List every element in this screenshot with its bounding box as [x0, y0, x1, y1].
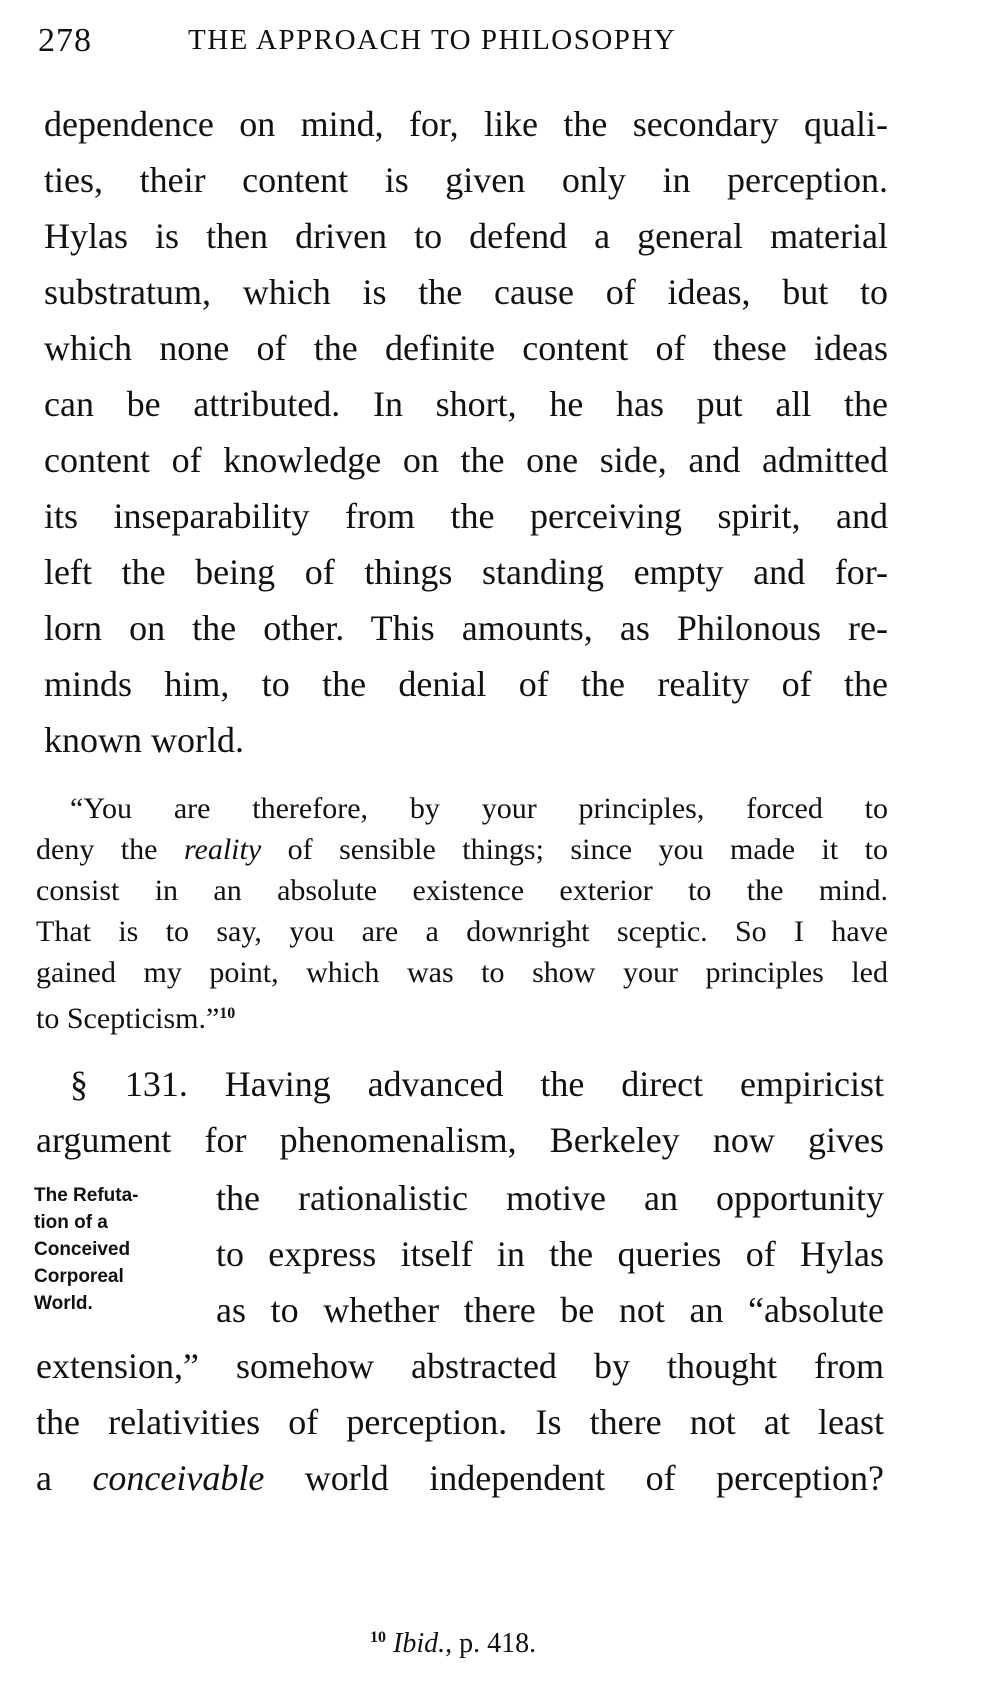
text-line: the rationalistic motive an opportunity [216, 1178, 884, 1218]
text-line: known world. [44, 720, 244, 760]
footnote-text: , p. 418. [445, 1628, 537, 1659]
text-line: ties, their content is given only in perception. [44, 160, 888, 200]
text-line: the relativities of perception. Is there not at least [36, 1402, 884, 1442]
quote-line: deny the reality of sensible things; since you made it to [36, 833, 889, 866]
text-line: which none of the definite content of these ideas [44, 328, 888, 368]
text-line: § 131. Having advanced the direct empiricist [70, 1064, 884, 1104]
text-line: extension,” somehow abstracted by thought from [36, 1346, 884, 1386]
quote-line: gained my point, which was to show your principles led [36, 956, 888, 989]
running-head [38, 22, 938, 66]
sidenote-line: The Refuta- [34, 1185, 139, 1206]
sidenote-line: Corporeal [34, 1266, 124, 1287]
page-number: 278 [38, 22, 92, 59]
text-line: lorn on the other. This amounts, as Philonous re- [44, 608, 888, 648]
text-line: minds him, to the denial of the reality of the [44, 664, 888, 704]
italic-reality: reality [183, 833, 262, 866]
margin-sidenote [34, 1182, 204, 1317]
text-line: its inseparability from the perceiving spirit, and [44, 496, 888, 536]
quote-line: consist in an absolute existence exterior to the mind. [36, 874, 888, 907]
text-line: as to whether there be not an “absolute [216, 1290, 884, 1330]
text-line: a conceivable world independent of perception? [36, 1458, 884, 1498]
text-line: Hylas is then driven to defend a general material [44, 216, 888, 256]
footnote-number: 10 [370, 1629, 386, 1646]
text-line: dependence on mind, for, like the secondary quali- [44, 104, 888, 144]
running-title: THE APPROACH TO PHILOSOPHY [188, 24, 677, 56]
footnote-ref: 10 [219, 1005, 236, 1022]
italic-conceivable: conceivable [92, 1458, 265, 1498]
sidenote-line: World. [34, 1293, 93, 1314]
text-line: content of knowledge on the one side, and admitted [44, 440, 888, 480]
footnote-ibid: Ibid. [393, 1628, 446, 1659]
text-line: left the being of things standing empty and for- [44, 552, 888, 592]
sidenote-line: tion of a [34, 1212, 108, 1233]
footnote [370, 1628, 536, 1660]
quote-line: “You are therefore, by your principles, forced to [70, 792, 888, 825]
sidenote-line: Conceived [34, 1239, 131, 1260]
quote-line: That is to say, you are a downright sceptic. So I have [36, 915, 888, 948]
text-line: substratum, which is the cause of ideas, but to [44, 272, 888, 312]
text-line: can be attributed. In short, he has put all the [44, 384, 888, 424]
text-line: to express itself in the queries of Hylas [216, 1234, 884, 1274]
text-line: argument for phenomenalism, Berkeley now gives [36, 1120, 884, 1160]
quote-line: to Scepticism.”$^{10}$ [36, 1002, 236, 1035]
